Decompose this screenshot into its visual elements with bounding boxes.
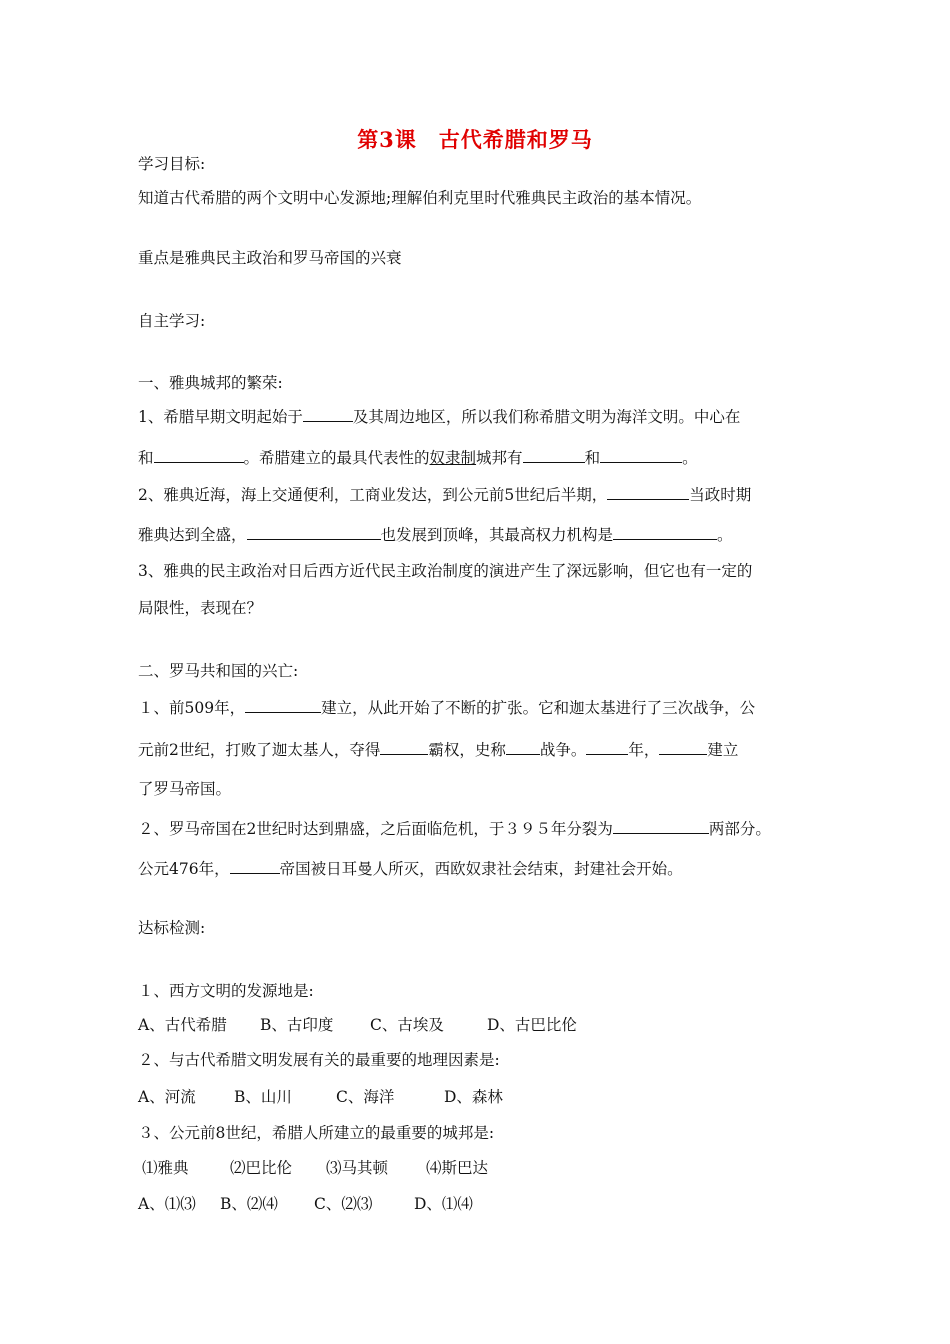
answer-blank[interactable]: [613, 818, 709, 834]
section1-heading: 一、雅典城邦的繁荣:: [138, 374, 283, 392]
option-b[interactable]: B、⑵⑷: [220, 1195, 278, 1213]
answer-blank[interactable]: [523, 447, 585, 463]
objectives-heading: 学习目标:: [138, 155, 206, 173]
test-heading: 达标检测:: [138, 919, 206, 937]
section1-q1-line2: 和 。希腊建立的最具代表性的奴隶制城邦有 和 。: [138, 449, 698, 467]
option-d[interactable]: D、古巴比伦: [487, 1016, 577, 1034]
section2-q1-line1: １、前509年， 建立，从此开始了不断的扩张。它和迦太基进行了三次战争，公: [138, 699, 756, 717]
test-q3: ３、公元前8世纪，希腊人所建立的最重要的城邦是:: [138, 1124, 495, 1142]
q3-item-3: ⑶马其顿: [326, 1159, 389, 1177]
q3-item-1: ⑴雅典: [142, 1159, 189, 1177]
answer-blank[interactable]: [586, 739, 628, 755]
option-c[interactable]: C、⑵⑶: [314, 1195, 373, 1213]
option-a[interactable]: A、河流: [138, 1088, 196, 1106]
option-a[interactable]: A、古代希腊: [138, 1016, 227, 1034]
test-q3-options: [138, 1194, 473, 1214]
option-d[interactable]: D、森林: [444, 1088, 503, 1106]
section1-q3-line2: 局限性，表现在？: [138, 599, 263, 617]
answer-blank[interactable]: [247, 524, 381, 540]
section2-heading: 二、罗马共和国的兴亡:: [138, 662, 299, 680]
section2-q2-line1: ２、罗马帝国在2世纪时达到鼎盛，之后面临危机，于３９５年分裂为 两部分。: [138, 820, 771, 838]
key-point: 重点是雅典民主政治和罗马帝国的兴衰: [138, 249, 402, 267]
option-c[interactable]: C、古埃及: [370, 1016, 444, 1034]
answer-blank[interactable]: [154, 447, 244, 463]
answer-blank[interactable]: [506, 739, 540, 755]
objectives-text: 知道古代希腊的两个文明中心发源地;理解伯利克里时代雅典民主政治的基本情况。: [138, 189, 702, 207]
option-b[interactable]: B、古印度: [260, 1016, 334, 1034]
option-d[interactable]: D、⑴⑷: [414, 1195, 473, 1213]
answer-blank[interactable]: [659, 739, 707, 755]
answer-blank[interactable]: [230, 858, 280, 874]
option-c[interactable]: C、海洋: [336, 1088, 395, 1106]
answer-blank[interactable]: [613, 524, 717, 540]
test-q1: １、西方文明的发源地是:: [138, 982, 314, 1000]
test-q2-options: [138, 1087, 503, 1107]
page-title: 第3课 古代希腊和罗马: [357, 127, 593, 152]
test-q1-options: [138, 1015, 577, 1035]
option-a[interactable]: A、⑴⑶: [138, 1195, 196, 1213]
answer-blank[interactable]: [303, 406, 353, 422]
answer-blank[interactable]: [607, 484, 689, 500]
section2-q1-line3: 了罗马帝国。: [138, 780, 232, 798]
option-b[interactable]: B、山川: [234, 1088, 292, 1106]
answer-blank[interactable]: [245, 697, 321, 713]
section1-q3-line1: 3、雅典的民主政治对日后西方近代民主政治制度的演进产生了深远影响，但它也有一定的: [138, 562, 753, 580]
q3-item-2: ⑵巴比伦: [230, 1159, 293, 1177]
section1-q2-line2: 雅典达到全盛， 也发展到顶峰，其最高权力机构是 。: [138, 526, 733, 544]
q3-item-4: ⑷斯巴达: [426, 1159, 489, 1177]
answer-blank[interactable]: [600, 447, 682, 463]
answer-blank[interactable]: [380, 739, 428, 755]
underlined-term: 奴隶制: [429, 449, 477, 467]
self-study-heading: 自主学习:: [138, 312, 206, 330]
section1-q1-line1: 1、希腊早期文明起始于 及其周边地区，所以我们称希腊文明为海洋文明。中心在: [138, 408, 741, 426]
section2-q2-line2: 公元476年， 帝国被日耳曼人所灭，西欧奴隶社会结束，封建社会开始。: [138, 860, 683, 878]
test-q2: ２、与古代希腊文明发展有关的最重要的地理因素是:: [138, 1051, 500, 1069]
test-q3-items: [142, 1158, 488, 1178]
section1-q2-line1: 2、雅典近海，海上交通便利，工商业发达，到公元前5世纪后半期， 当政时期: [138, 486, 752, 504]
section2-q1-line2: 元前2世纪，打败了迦太基人，夺得 霸权，史称 战争。 年， 建立: [138, 741, 739, 759]
